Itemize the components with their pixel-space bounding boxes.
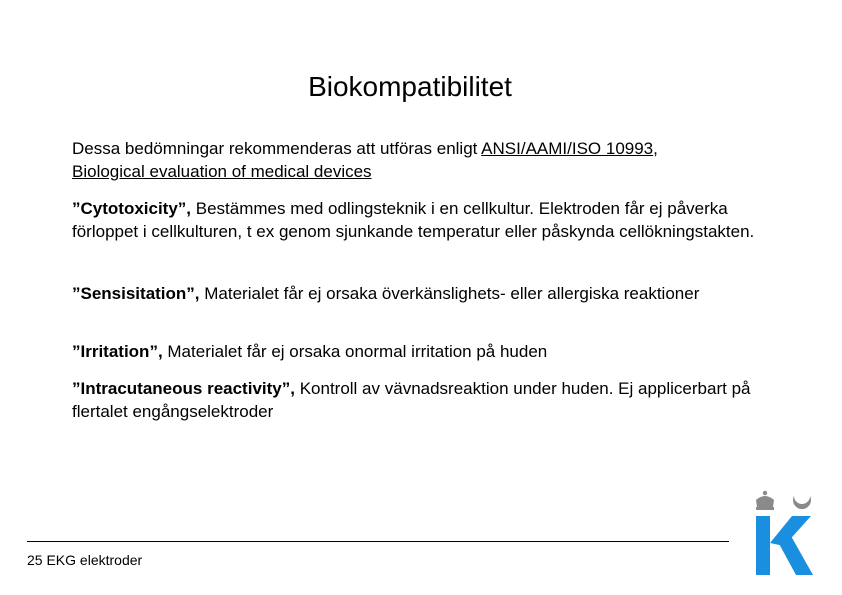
intracutaneous-paragraph xyxy=(72,377,772,423)
intro-comma: , xyxy=(653,139,658,158)
standard-link-line1[interactable]: ANSI/AAMI/ISO 10993 xyxy=(481,139,654,158)
intracutaneous-term: ”Intracutaneous reactivity”, xyxy=(72,379,295,398)
irritation-paragraph xyxy=(72,340,772,363)
irritation-text: Materialet får ej orsaka onormal irritation på huden xyxy=(162,342,548,361)
cytotoxicity-text: Bestämmes med odlingsteknik i en cellkultur. Elektroden får ej påverka förloppet i cellkulturen, t ex genom sjunkande temperatur eller påskynda cellökningstakten. xyxy=(72,199,755,241)
cytotoxicity-paragraph xyxy=(72,197,772,243)
intracutaneous-text: Kontroll av vävnadsreaktion under huden. Ej applicerbart på flertalet engångselektroder xyxy=(72,379,751,421)
crown-icon xyxy=(756,491,774,510)
footer-label: 25 EKG elektroder xyxy=(27,552,143,568)
slide-title xyxy=(0,70,820,104)
intro-paragraph xyxy=(72,137,772,183)
k-letter-icon xyxy=(756,516,813,575)
cytotoxicity-term: ”Cytotoxicity”, xyxy=(72,199,192,218)
crescent-icon xyxy=(793,496,811,509)
sensitisation-text: Materialet får ej orsaka överkänslighets- eller allergiska reaktioner xyxy=(199,284,700,303)
standard-link-line2[interactable]: Biological evaluation of medical devices xyxy=(72,162,372,181)
sensitisation-paragraph xyxy=(72,282,772,305)
slide-title-text: Biokompatibilitet xyxy=(308,71,512,102)
kth-logo xyxy=(750,488,816,578)
sensitisation-term: ”Sensisitation”, xyxy=(72,284,200,303)
footer-divider xyxy=(27,541,729,542)
intro-text: Dessa bedömningar rekommenderas att utföras enligt xyxy=(72,139,482,158)
irritation-term: ”Irritation”, xyxy=(72,342,163,361)
